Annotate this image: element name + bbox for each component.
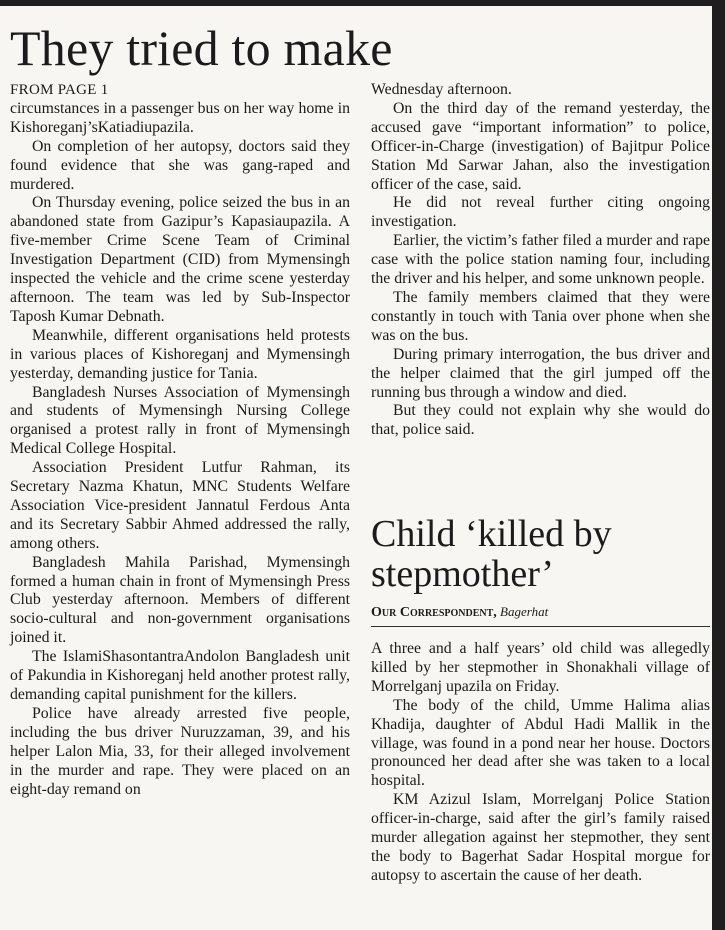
paragraph: On completion of her autopsy, doctors said they found evidence that she was gang-raped and murdered. [10, 137, 350, 193]
paragraph: KM Azizul Islam, Morrelganj Police Station officer-in-charge, said after the girl’s family raised murder allegation against her stepmother, they sent the body to Bagerhat Sadar Hospital morgue for autopsy to ascertain the cause of her death. [371, 791, 710, 884]
second-headline: Child ‘killed by stepmother’ [371, 513, 612, 595]
continued-from-label: FROM PAGE 1 [10, 82, 109, 98]
paragraph: Police have already arrested five people, including the bus driver Nuruzzaman, 39, and his helper Lalon Mia, 33, for their alleged involvement in the murder and rape. They were placed on an eight-day remand on [10, 704, 350, 798]
paragraph: The family members claimed that they were constantly in touch with Tania over phone when she was on the bus. [371, 288, 710, 344]
byline-name: Our Correspondent, [371, 605, 497, 620]
paragraph: Bangladesh Mahila Parishad, Mymensingh formed a human chain in front of Mymensingh Press Club yesterday afternoon. Members of different socio-cultural and non-government organisations joined it. [10, 553, 350, 647]
paragraph: Association President Lutfur Rahman, its Secretary Nazma Khatun, MNC Students Welfare Association Vice-president Jannatul Ferdous Anta and its Secretary Sabbir Ahmed addressed the rally, among others. [10, 459, 350, 552]
paragraph: A three and a half years’ old child was allegedly killed by her stepmother in Shonakhali village of Morrelganj upazila on Friday. [371, 640, 710, 695]
page-edge-bar [712, 0, 725, 930]
paragraph: Wednesday afternoon. [371, 81, 512, 98]
paragraph: But they could not explain why she would do that, police said. [371, 402, 710, 439]
byline [371, 604, 710, 621]
paragraph: During primary interrogation, the bus driver and the helper claimed that the girl jumped off the running bus through a window and died. [371, 345, 710, 401]
paragraph: Earlier, the victim’s father filed a murder and rape case with the police station naming four, including the driver and his helper, and some unknown people. [371, 232, 710, 288]
second-article-body [371, 640, 710, 886]
byline-place: Bagerhat [500, 604, 549, 619]
paragraph: The body of the child, Umme Halima alias Khadija, daughter of Abdul Hadi Mallik in the village, was found in a pond near her house. Doctors pronounced her dead after she was taken to a local hospital. [371, 696, 710, 790]
main-article-right-column [371, 81, 710, 440]
byline-rule [371, 626, 710, 627]
paragraph: Meanwhile, different organisations held protests in various places of Kishoreganj and Mymensingh yesterday, demanding justice for Tania. [10, 326, 350, 382]
paragraph: Bangladesh Nurses Association of Mymensingh and students of Mymensingh Nursing College organised a protest rally in front of Mymensingh Medical College Hospital. [10, 383, 350, 458]
paragraph: circumstances in a passenger bus on her way home in Kishoreganj’sKatiadiupazila. [10, 99, 350, 136]
main-article-left-column [10, 81, 350, 799]
top-rule [0, 0, 712, 6]
paragraph: On Thursday evening, police seized the bus in an abandoned state from Gazipur’s Kapasiaupazila. A five-member Crime Scene Team of Criminal Investigation Department (CID) from Mymensingh inspected the vehicle and the crime scene yesterday afternoon. The team was led by Sub-Inspector Taposh Kumar Debnath. [10, 194, 350, 325]
paragraph: On the third day of the remand yesterday, the accused gave “important information” to police, Officer-in-Charge (investigation) of Bajitpur Police Station Md Sarwar Jahan, also the investigation officer of the case, said. [371, 99, 710, 193]
paragraph: The IslamiShasontantraAndolon Bangladesh unit of Pakundia in Kishoreganj held another protest rally, demanding capital punishment for the killers. [10, 648, 350, 703]
main-headline: They tried to make [10, 20, 393, 76]
paragraph: He did not reveal further citing ongoing investigation. [371, 194, 710, 231]
